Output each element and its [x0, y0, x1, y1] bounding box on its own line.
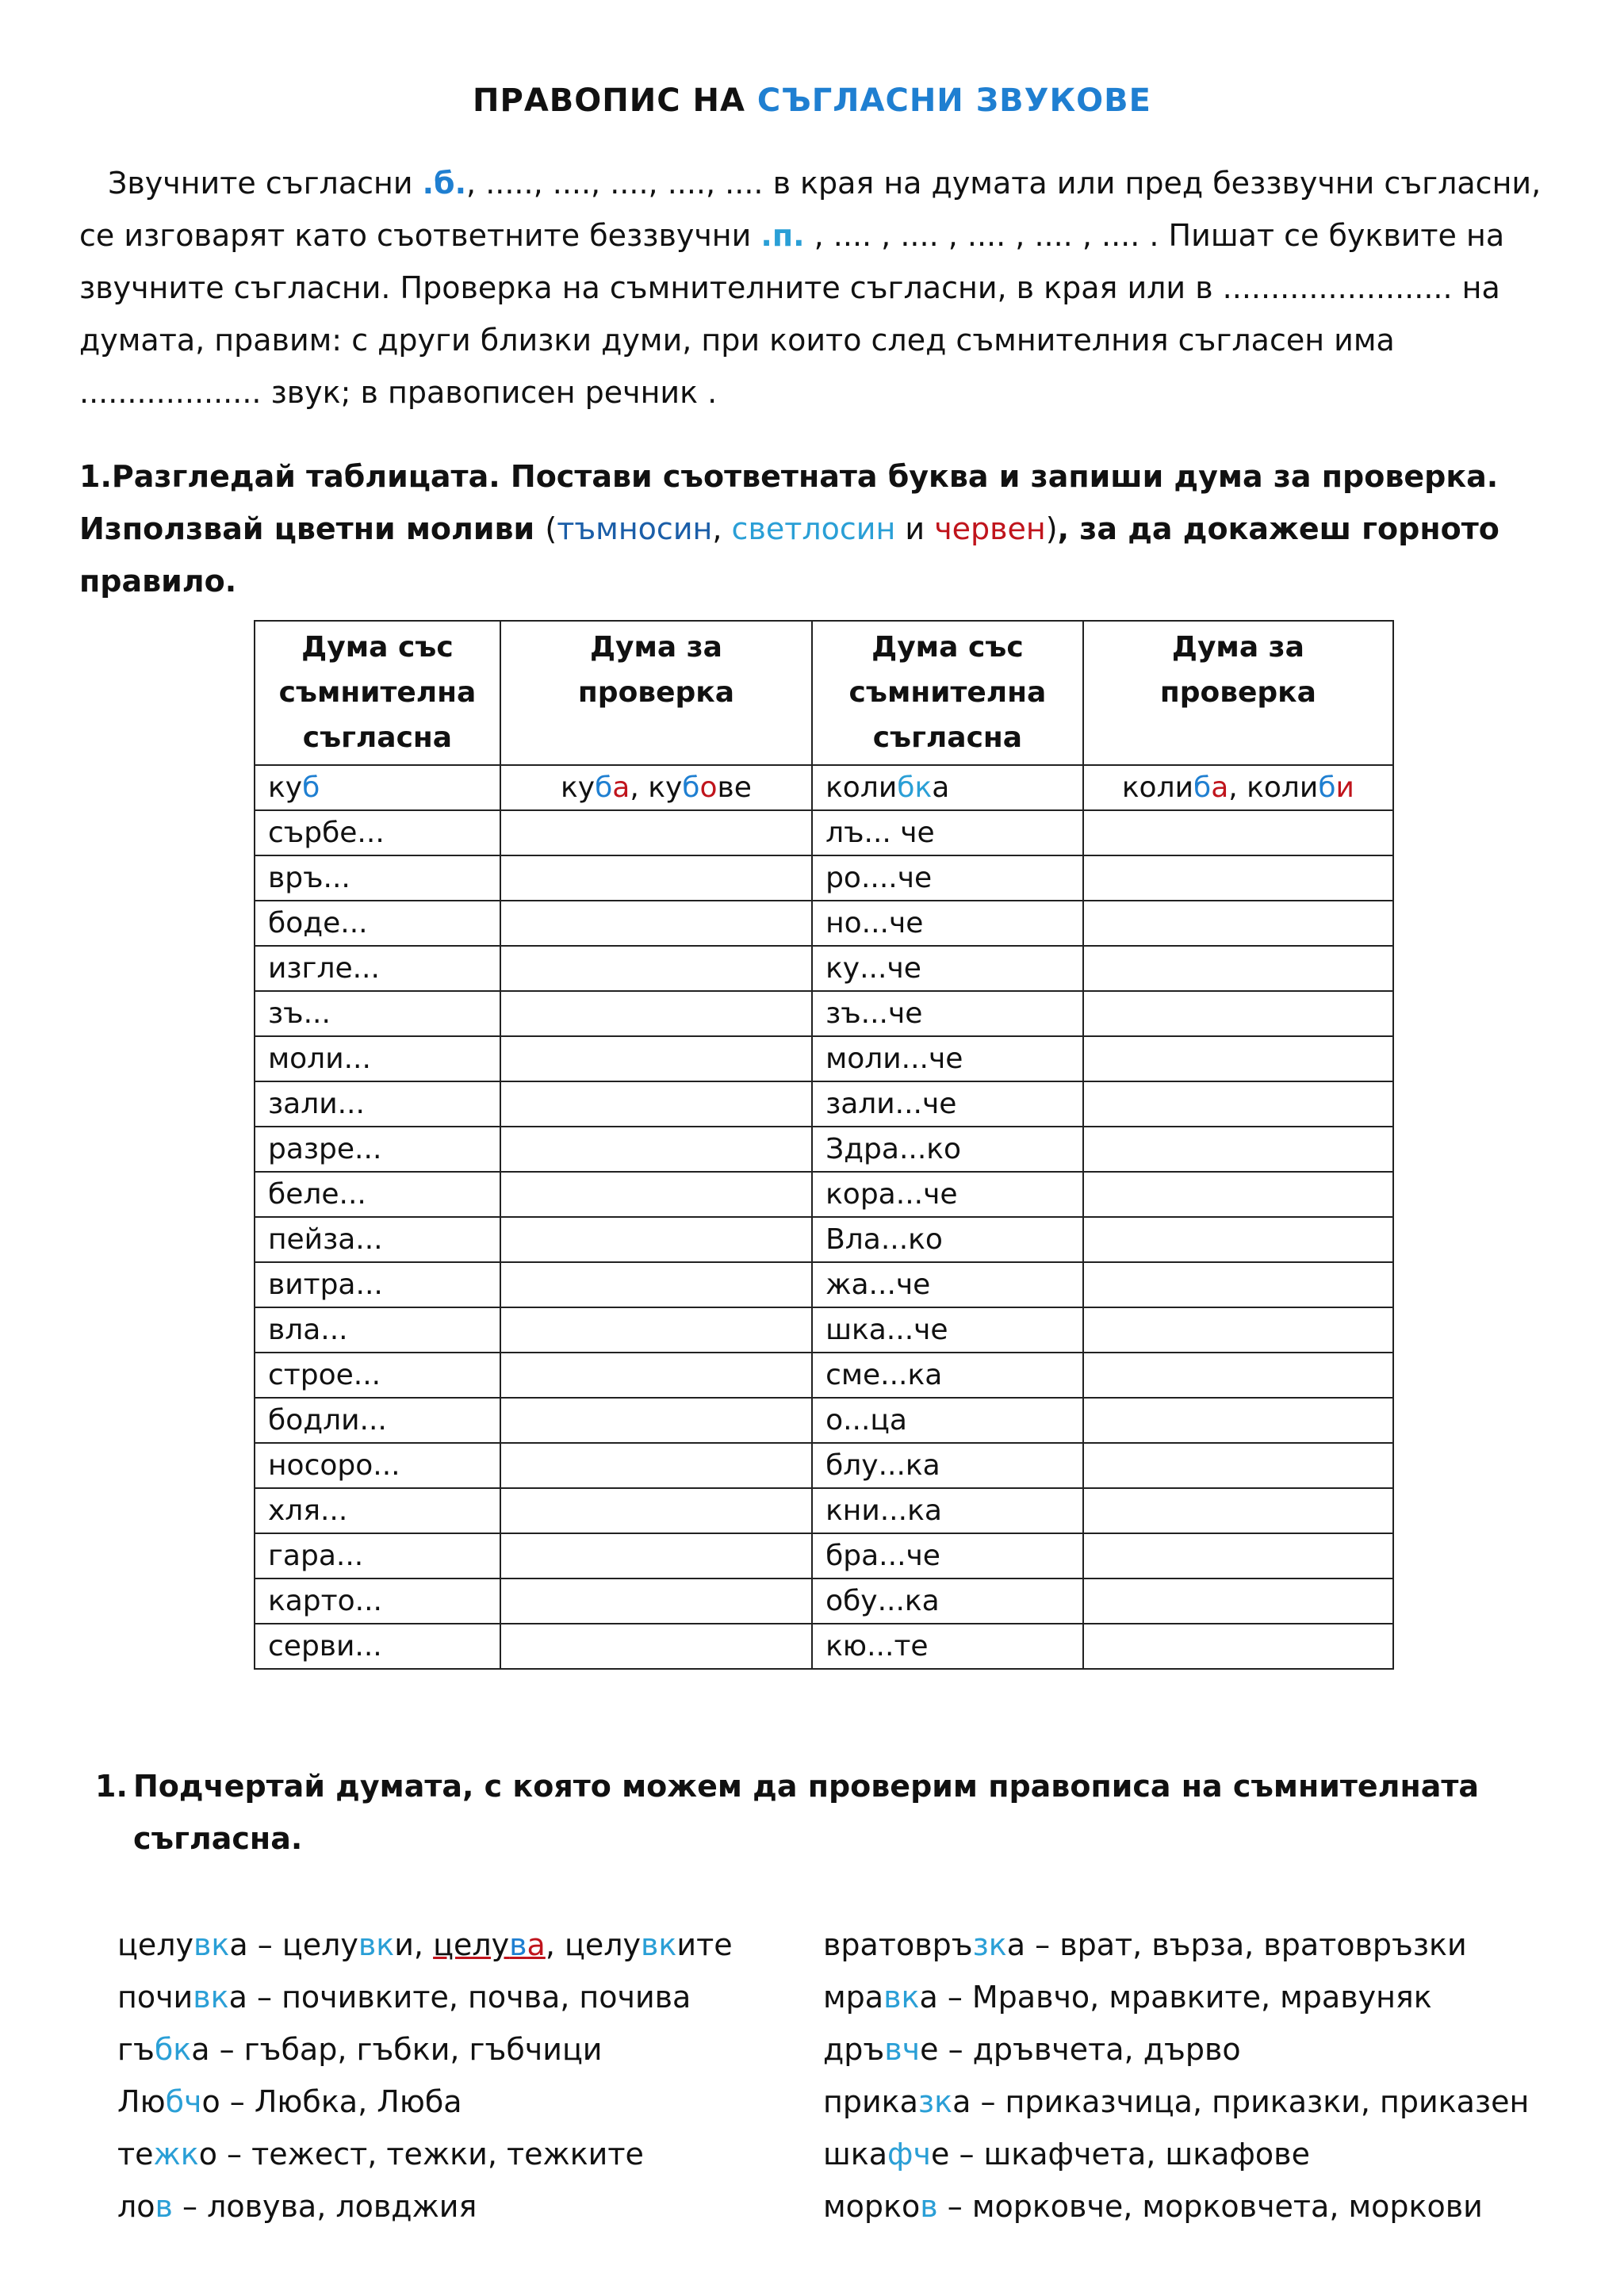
check-word-cell[interactable] [1083, 946, 1393, 991]
header-line: съгласна [302, 721, 453, 754]
word-pair [117, 1971, 807, 2023]
title-prefix: ПРАВОПИС НА [473, 82, 757, 119]
table-row [255, 991, 1393, 1036]
check-word-cell[interactable] [500, 1443, 812, 1488]
letter-blue: б [682, 771, 700, 804]
doubtful-word-cell: зъ...че [812, 991, 1083, 1036]
voiced-example: .б. [422, 166, 467, 201]
check-words[interactable]: – приказчица, приказки, приказен [971, 2084, 1530, 2119]
word-part: ку [268, 771, 303, 804]
check-word-cell[interactable] [500, 1533, 812, 1578]
check-word-cell[interactable] [500, 1624, 812, 1669]
word-part: вратовръ [823, 1927, 973, 1962]
check-word-cell[interactable] [1083, 991, 1393, 1036]
task-2-line-2: съгласна. [133, 1821, 303, 1856]
letter-red: а [527, 1927, 546, 1962]
doubtful-word-cell: сърбе... [255, 810, 500, 855]
check-word-cell[interactable] [500, 1217, 812, 1262]
check-words[interactable]: – Мравчо, мравките, мравуняк [937, 1980, 1432, 2015]
table-row [255, 1036, 1393, 1081]
table-row [255, 1307, 1393, 1353]
word-part: и, [394, 1927, 434, 1962]
word-pair [823, 2023, 1616, 2076]
example-row [255, 765, 1393, 810]
doubtful-letters: зк [972, 1927, 1007, 1962]
doubtful-letters: жк [153, 2137, 199, 2172]
word-pairs-left-column [117, 1919, 807, 2233]
word-part: гъ [117, 2032, 155, 2067]
word-part: целу [117, 1927, 194, 1962]
word-pair [823, 2180, 1616, 2233]
check-words[interactable]: – тежест, тежки, тежките [216, 2137, 644, 2172]
word-pair [117, 1919, 807, 1971]
table-row [255, 1533, 1393, 1578]
doubtful-word-cell: карто... [255, 1578, 500, 1624]
check-word-cell[interactable] [1083, 855, 1393, 901]
doubtful-letters: вк [641, 1927, 677, 1962]
word-pair [117, 2076, 807, 2128]
check-word-cell[interactable] [500, 1488, 812, 1533]
word-part: мра [823, 1980, 884, 2015]
word-pair [823, 1971, 1616, 2023]
check-word-cell[interactable] [1083, 901, 1393, 946]
letter-red: и [1335, 771, 1354, 804]
letter-blue: б [1318, 771, 1336, 804]
doubtful-word-cell: боде... [255, 901, 500, 946]
check-word-cell[interactable] [1083, 1578, 1393, 1624]
title-accent: СЪГЛАСНИ ЗВУКОВЕ [756, 82, 1151, 119]
check-word-cell[interactable] [500, 1172, 812, 1217]
letter-blue: б [1193, 771, 1212, 804]
doubtful-word-cell: бра...че [812, 1533, 1083, 1578]
check-word-cell[interactable] [1083, 1353, 1393, 1398]
check-word-cell[interactable] [1083, 1398, 1393, 1443]
table-header-row [255, 621, 1393, 765]
table-row [255, 1443, 1393, 1488]
check-word-cell[interactable] [500, 855, 812, 901]
doubtful-word-cell: моли... [255, 1036, 500, 1081]
doubtful-word-cell: разре... [255, 1127, 500, 1172]
doubtful-letters: вч [884, 2032, 921, 2067]
check-words: – целу [247, 1927, 358, 1962]
paren-open: ( [545, 511, 557, 546]
doubtful-word-cell: хля... [255, 1488, 500, 1533]
word-part: коли [1121, 771, 1193, 804]
header-line: Дума със [301, 631, 454, 664]
example-check-2 [1083, 765, 1393, 810]
paren-close: ) [1045, 511, 1058, 546]
check-words[interactable]: – дръвчета, дърво [938, 2032, 1241, 2067]
check-words[interactable]: – почивките, почва, почива [247, 1980, 691, 2015]
check-word-cell[interactable] [500, 1127, 812, 1172]
word-part: а [191, 2032, 210, 2067]
table-row [255, 1398, 1393, 1443]
rule-text-2: , ....., ...., ...., ...., .... в края на думата или пред беззвучни съгласни, се изговарят като съответните беззвучни [79, 166, 1542, 253]
task-1-instructions [79, 450, 1570, 607]
doubtful-word-cell: обу...ка [812, 1578, 1083, 1624]
header-line: съгласна [872, 721, 1023, 754]
doubtful-word-cell: кни...ка [812, 1488, 1083, 1533]
check-word-cell[interactable] [500, 810, 812, 855]
check-word-cell[interactable] [1083, 1443, 1393, 1488]
word-part: ку [561, 771, 596, 804]
header-line: проверка [577, 676, 734, 709]
table-row [255, 1262, 1393, 1307]
check-words[interactable]: – морковче, морковчета, моркови [937, 2189, 1483, 2224]
doubtful-letters: вк [193, 1927, 230, 1962]
table-row [255, 1353, 1393, 1398]
check-word-cell[interactable] [1083, 1081, 1393, 1127]
letter-red: а [612, 771, 630, 804]
check-words[interactable]: – Любка, Люба [220, 2084, 462, 2119]
doubtful-letters: в [155, 2189, 173, 2224]
word-pair [823, 2076, 1616, 2128]
doubtful-word-cell: връ... [255, 855, 500, 901]
word-part: а [919, 1980, 938, 2015]
header-line: Дума за [589, 631, 722, 664]
table-row [255, 1624, 1393, 1669]
table-row [255, 901, 1393, 946]
word-part: ло [117, 2189, 155, 2224]
word-part: а [228, 1980, 247, 2015]
doubtful-word-cell: изгле... [255, 946, 500, 991]
table-row [255, 1488, 1393, 1533]
doubtful-word-cell: о...ца [812, 1398, 1083, 1443]
doubtful-letters: вк [193, 1980, 229, 2015]
word-part: , ку [630, 771, 683, 804]
check-word-cell[interactable] [500, 1578, 812, 1624]
table-row [255, 855, 1393, 901]
header-doubtful-word-1 [255, 621, 500, 765]
doubtful-word-cell: зали... [255, 1081, 500, 1127]
word-pair [823, 2128, 1616, 2180]
and-word: и [895, 511, 935, 546]
word-part: , целу [545, 1927, 642, 1962]
check-word-cell[interactable] [1083, 1217, 1393, 1262]
word-pair [117, 2023, 807, 2076]
doubtful-letters: фч [887, 2137, 931, 2172]
doubtful-word-cell: бодли... [255, 1398, 500, 1443]
word-part: почи [117, 1980, 193, 2015]
color-light-blue: светлосин [731, 511, 896, 546]
table-row [255, 810, 1393, 855]
task-2-number: 1. [95, 1769, 128, 1804]
header-check-word-1 [500, 621, 812, 765]
header-line: съмнителна [278, 676, 477, 709]
word-part: шка [823, 2137, 888, 2172]
header-line: съмнителна [848, 676, 1047, 709]
doubtful-word-cell: кю...те [812, 1624, 1083, 1669]
doubtful-word-cell: жа...че [812, 1262, 1083, 1307]
doubtful-word-cell: гара... [255, 1533, 500, 1578]
word-pair [823, 1919, 1616, 1971]
header-line: Дума за [1171, 631, 1304, 664]
word-part: прика [823, 2084, 918, 2119]
letter-blue: б [595, 771, 613, 804]
table-row [255, 1578, 1393, 1624]
doubtful-word-cell: витра... [255, 1262, 500, 1307]
check-word-cell[interactable] [500, 1036, 812, 1081]
doubtful-word-cell: пейза... [255, 1217, 500, 1262]
doubtful-word-cell: серви... [255, 1624, 500, 1669]
letter-red: а [1211, 771, 1229, 804]
word-part: а [229, 1927, 248, 1962]
word-part: морко [823, 2189, 921, 2224]
check-words[interactable]: – шкафчета, шкафове [949, 2137, 1310, 2172]
doubtful-word-cell: зали...че [812, 1081, 1083, 1127]
word-part: а [932, 771, 950, 804]
color-dark-blue: тъмносин [557, 511, 713, 546]
check-word-cell[interactable] [1083, 1624, 1393, 1669]
check-words[interactable]: – врат, върза, вратовръзки [1025, 1927, 1467, 1962]
word-part: дръ [823, 2032, 885, 2067]
word-part: ите [676, 1927, 733, 1962]
word-part: Лю [117, 2084, 166, 2119]
check-words[interactable]: – гъбар, гъбки, гъбчици [209, 2032, 603, 2067]
task-1-text-a: 1.Разгледай таблицата. Постави съответната буква и запиши дума за проверка. Използвай цветни моливи [79, 459, 1499, 546]
doubtful-word-cell: лъ... че [812, 810, 1083, 855]
check-word-cell[interactable] [1083, 1036, 1393, 1081]
header-line: Дума със [871, 631, 1024, 664]
word-part: о [201, 2084, 220, 2119]
check-word-cell[interactable] [1083, 1172, 1393, 1217]
check-word-cell[interactable] [1083, 1262, 1393, 1307]
check-word-cell[interactable] [500, 946, 812, 991]
word-part: целу [433, 1927, 510, 1962]
word-part: , коли [1228, 771, 1319, 804]
word-part: те [117, 2137, 154, 2172]
check-word-cell[interactable] [500, 991, 812, 1036]
word-part: коли [825, 771, 898, 804]
doubtful-word-cell: зъ... [255, 991, 500, 1036]
doubtful-word-cell: кора...че [812, 1172, 1083, 1217]
table-row [255, 1127, 1393, 1172]
check-word-cell[interactable] [500, 1081, 812, 1127]
word-part: а [952, 2084, 971, 2119]
header-check-word-2 [1083, 621, 1393, 765]
doubtful-letters: в [920, 2189, 938, 2224]
doubtful-word-cell: строе... [255, 1353, 500, 1398]
table-row [255, 1217, 1393, 1262]
example-word-2 [812, 765, 1083, 810]
underlined-answer[interactable] [433, 1927, 546, 1962]
check-word-cell[interactable] [1083, 810, 1393, 855]
letter-red: о [699, 771, 718, 804]
example-check-1 [500, 765, 812, 810]
doubtful-word-cell: Здра...ко [812, 1127, 1083, 1172]
doubtful-word-cell: сме...ка [812, 1353, 1083, 1398]
word-part: а [1006, 1927, 1026, 1962]
task-1-text-b: , за да докажеш горното правило. [79, 511, 1500, 599]
words-table [254, 620, 1394, 1670]
check-word-cell[interactable] [500, 1307, 812, 1353]
check-word-cell[interactable] [500, 1398, 812, 1443]
doubtful-word-cell: блу...ка [812, 1443, 1083, 1488]
word-part: о [198, 2137, 217, 2172]
check-word-cell[interactable] [1083, 1488, 1393, 1533]
task-2-instructions [95, 1760, 1522, 1865]
word-pairs-right-column [823, 1919, 1616, 2233]
word-pair [117, 2180, 807, 2233]
doubtful-word-cell: вла... [255, 1307, 500, 1353]
letter-blue: в [509, 1927, 527, 1962]
word-part: ве [717, 771, 752, 804]
check-words[interactable]: – ловува, ловджия [172, 2189, 477, 2224]
word-part: е [930, 2137, 950, 2172]
check-word-cell[interactable] [500, 901, 812, 946]
voiceless-example: .п. [760, 218, 805, 253]
check-word-cell[interactable] [1083, 1127, 1393, 1172]
rule-paragraph [79, 157, 1570, 419]
doubtful-word-cell: носоро... [255, 1443, 500, 1488]
doubtful-letters: бк [154, 2032, 192, 2067]
example-word-1 [255, 765, 500, 810]
doubtful-word-cell: ку...че [812, 946, 1083, 991]
table-row [255, 946, 1393, 991]
check-word-cell[interactable] [1083, 1533, 1393, 1578]
doubtful-word-cell: шка...че [812, 1307, 1083, 1353]
word-pair [117, 2128, 807, 2180]
doubtful-letters: зк [917, 2084, 953, 2119]
doubtful-letters: бк [897, 771, 933, 804]
doubtful-word-cell: моли...че [812, 1036, 1083, 1081]
comma: , [712, 511, 732, 546]
task-2-line-1: Подчертай думата, с която можем да проверим правописа на съмнителната [133, 1769, 1480, 1804]
doubtful-letters: бч [165, 2084, 202, 2119]
doubtful-letters: вк [358, 1927, 395, 1962]
word-part: е [920, 2032, 939, 2067]
rule-text-3: , .... , .... , .... , .... , .... . Пишат се буквите на звучните съгласни. Проверка на съмнителните съгласни, в края или в ........................ на думата, правим: с други близки думи, при които след съмнителния съгласен има ................... звук; в правописен речник . [79, 218, 1505, 410]
doubtful-word-cell: Вла...ко [812, 1217, 1083, 1262]
page-title [0, 82, 1624, 119]
table-row [255, 1172, 1393, 1217]
check-word-cell[interactable] [1083, 1307, 1393, 1353]
table-row [255, 1081, 1393, 1127]
doubtful-word-cell: беле... [255, 1172, 500, 1217]
rule-text-1: Звучните съгласни [108, 166, 423, 201]
color-red: червен [934, 511, 1046, 546]
header-doubtful-word-2 [812, 621, 1083, 765]
check-word-cell[interactable] [500, 1262, 812, 1307]
doubtful-word-cell: ро....че [812, 855, 1083, 901]
header-line: проверка [1159, 676, 1316, 709]
doubtful-word-cell: но...че [812, 901, 1083, 946]
check-word-cell[interactable] [500, 1353, 812, 1398]
doubtful-letters: вк [883, 1980, 920, 2015]
doubtful-letter: б [302, 771, 320, 804]
